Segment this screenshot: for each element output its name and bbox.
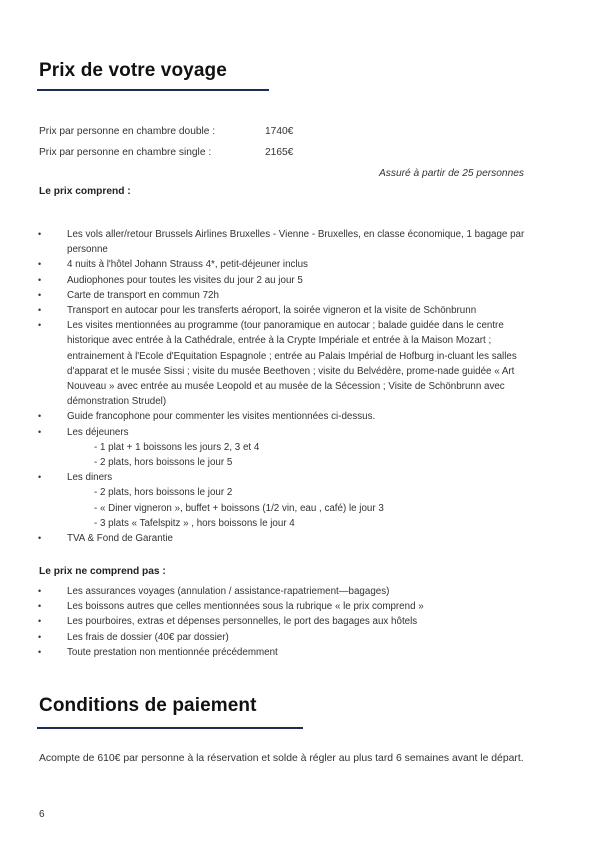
list-item <box>0 227 538 257</box>
bullet-icon: • <box>38 601 42 612</box>
price-value: 1740€ <box>265 126 294 137</box>
bullet-icon: • <box>38 229 42 239</box>
includes-heading: Le prix comprend : <box>39 186 131 197</box>
sub-item-text: - « Diner vigneron », buffet + boissons (1/2 vin, eau , café) le jour 3 <box>94 502 384 514</box>
list-item <box>0 614 538 629</box>
bullet-icon: • <box>38 411 42 422</box>
list-item <box>0 470 538 531</box>
bullet-icon: • <box>38 289 42 300</box>
list-item <box>0 425 538 471</box>
list-item <box>0 531 538 546</box>
minimum-participants-note: Assuré à partir de 25 personnes <box>379 168 524 179</box>
list-item-text: Les visites mentionnées au programme (tour panoramique en autocar ; balade guidée dans le centre historique avec entrée à la Cathédrale, entrée à la Crypte Impériale et entrée à la Maison Mozart ; entrainement à l'Ecole d'Equitation Espagnole ; entrée au Palais Impérial de Hofburg in-cluant les salles d'apparat et le musée Sissi ; visite du musée Beethoven ; visite du Belvédère, prome-nade guidée « Art Nouveau » avec entrée au musée Leopold et au musée de la Sécession ; Visite de Schönbrunn avec démonstration Strudel) <box>67 320 517 408</box>
bullet-icon: • <box>38 533 42 544</box>
sub-item-text: - 1 plat + 1 boissons les jours 2, 3 et 4 <box>94 441 260 453</box>
price-label: Prix par personne en chambre single : <box>39 147 212 158</box>
list-item <box>0 303 538 318</box>
section-title-prix: Prix de votre voyage <box>39 60 227 81</box>
payment-conditions-text: Acompte de 610€ par personne à la réservation et solde à régler au plus tard 6 semaines avant le départ. <box>39 753 524 764</box>
bullet-icon: • <box>38 631 42 642</box>
list-item <box>0 257 538 272</box>
sub-item-text: - 2 plats, hors boissons le jour 2 <box>94 487 233 499</box>
list-item-text: Les diners <box>67 472 113 484</box>
list-item-text: Les pourboires, extras et dépenses personnelles, le port des bagages aux hôtels <box>67 616 418 628</box>
list-item-text: Toute prestation non mentionnée précédemment <box>67 646 278 658</box>
list-item <box>0 288 538 303</box>
bullet-icon: • <box>38 616 42 627</box>
list-item-text: Les frais de dossier (40€ par dossier) <box>67 631 229 643</box>
bullet-icon: • <box>38 274 42 285</box>
list-item <box>0 584 538 599</box>
list-item <box>0 318 538 409</box>
list-item <box>0 409 538 424</box>
list-item-text: Transport en autocar pour les transferts aéroport, la soirée vigneron et la visite de Schönbrunn <box>67 305 477 317</box>
list-item-text: Les déjeuners <box>67 426 129 438</box>
title-underline <box>37 89 269 91</box>
bullet-icon: • <box>38 320 42 331</box>
bullet-icon: • <box>38 259 42 270</box>
list-item-text: Carte de transport en commun 72h <box>67 289 219 301</box>
title-underline <box>37 727 303 729</box>
bullet-icon: • <box>38 586 42 596</box>
list-item <box>0 599 538 614</box>
list-item <box>0 645 538 660</box>
sub-item-text: - 2 plats, hors boissons le jour 5 <box>94 457 233 469</box>
list-item <box>0 630 538 645</box>
list-item-text: Les vols aller/retour Brussels Airlines Bruxelles - Vienne - Bruxelles, en classe économique, 1 bagage par personne <box>67 229 525 256</box>
page-number: 6 <box>39 809 45 820</box>
price-row-single <box>39 147 293 158</box>
price-row-double <box>39 126 293 137</box>
list-item <box>0 273 538 288</box>
list-item-text: TVA & Fond de Garantie <box>67 533 174 545</box>
list-item-text: 4 nuits à l'hôtel Johann Strauss 4*, petit-déjeuner inclus <box>67 259 308 271</box>
includes-list <box>0 227 538 546</box>
bullet-icon: • <box>38 426 42 437</box>
price-label: Prix par personne en chambre double : <box>39 126 216 137</box>
bullet-icon: • <box>38 646 42 657</box>
section-title-paiement: Conditions de paiement <box>39 695 257 716</box>
excludes-heading: Le prix ne comprend pas : <box>39 566 166 577</box>
bullet-icon: • <box>38 472 42 483</box>
list-item-text: Les assurances voyages (annulation / assistance-rapatriement—bagages) <box>67 586 390 597</box>
bullet-icon: • <box>38 305 42 316</box>
price-value: 2165€ <box>265 147 294 158</box>
list-item-text: Guide francophone pour commenter les visites mentionnées ci-dessus. <box>67 411 376 423</box>
sub-item-text: - 3 plats « Tafelspitz » , hors boissons le jour 4 <box>94 517 295 529</box>
list-item-text: Les boissons autres que celles mentionnées sous la rubrique « le prix comprend » <box>67 601 424 613</box>
excludes-list <box>0 584 538 660</box>
list-item-text: Audiophones pour toutes les visites du jour 2 au jour 5 <box>67 274 303 286</box>
